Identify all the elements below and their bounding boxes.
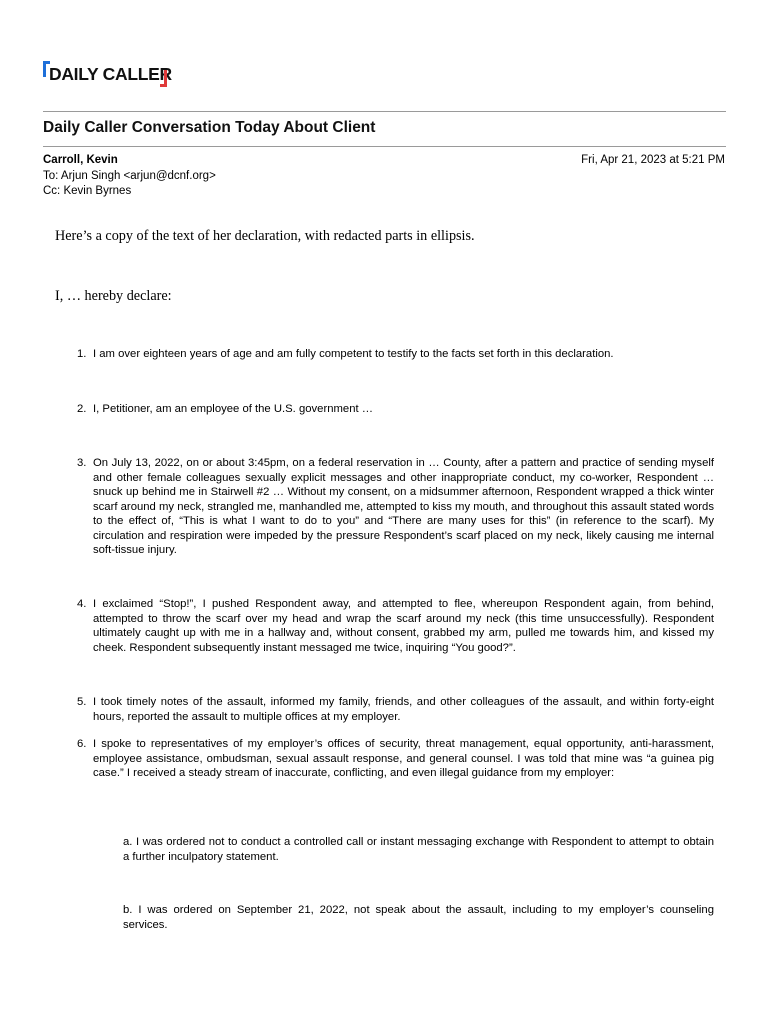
subject-divider bbox=[43, 146, 726, 147]
email-recipient: To: Arjun Singh <arjun@dcnf.org> bbox=[43, 170, 216, 182]
item-number: 4. bbox=[77, 598, 87, 610]
item-text: I, Petitioner, am an employee of the U.S. government … bbox=[93, 403, 374, 415]
email-sender: Carroll, Kevin bbox=[43, 154, 118, 166]
item-number: 2. bbox=[77, 403, 87, 415]
header-divider bbox=[43, 111, 726, 112]
item-number: 6. bbox=[77, 738, 87, 750]
declaration-subitem: b. I was ordered on September 21, 2022, not speak about the assault, including to my employer’s counseling services. bbox=[123, 904, 714, 931]
declaration-subitem: a. I was ordered not to conduct a controlled call or instant messaging exchange with Respondent to attempt to obtain a further inculpatory statement. bbox=[123, 836, 714, 863]
declaration-item bbox=[77, 597, 714, 655]
daily-caller-logo bbox=[43, 60, 172, 90]
item-text: I exclaimed “Stop!”, I pushed Respondent away, and attempted to flee, whereupon Respondent again, from behind, attempted to throw the scarf over my head and wrap the scarf around my neck (this time unsuccessfully). Respondent ultimately caught up with me in a hallway and, without consent, grabbed my arm, pulled me towards him, and kissed my cheek. Respondent subsequently instant messaged me twice, inquiring “You good?”. bbox=[93, 598, 714, 654]
item-number: 3. bbox=[77, 457, 87, 469]
item-number: 1. bbox=[77, 348, 87, 360]
declaration-item bbox=[77, 402, 714, 417]
item-number: 5. bbox=[77, 696, 87, 708]
item-text: I am over eighteen years of age and am fully competent to testify to the facts set forth in this declaration. bbox=[93, 348, 614, 360]
email-cc: Cc: Kevin Byrnes bbox=[43, 185, 132, 197]
item-text: I spoke to representatives of my employer’s offices of security, threat management, equal opportunity, anti-harassment, employee assistance, ombudsman, sexual assault response, and general counsel. I was told that mine was “a guinea pig case.” I received a steady stream of inaccurate, conflicting, and even illegal guidance from my employer: bbox=[93, 738, 714, 779]
logo-wordmark: DAILY CALLER bbox=[49, 64, 172, 84]
declaration-item bbox=[77, 695, 714, 724]
intro-text: Here’s a copy of the text of her declaration, with redacted parts in ellipsis. bbox=[55, 228, 475, 244]
item-text: On July 13, 2022, on or about 3:45pm, on a federal reservation in … County, after a pattern and practice of sending myself and other female colleagues sexually explicit messages and other inappropriate conduct, my co-worker, Respondent … snuck up behind me in Stairwell #2 … Without my consent, on a midsummer afternoon, Respondent wrapped a thick winter scarf around my neck, strangled me, manhandled me, attempted to kiss my mouth, and throughout this assault stated words to the effect of, “This is what I want to do to you” and “There are many uses for this” (in reference to the scarf). My circulation and respiration were impeded by the pressure Respondent’s scarf placed on my neck, likely causing me internal soft-tissue injury. bbox=[93, 457, 714, 556]
declaration-item bbox=[77, 737, 714, 781]
item-text: I took timely notes of the assault, informed my family, friends, and other colleagues of the assault, and within forty-eight hours, reported the assault to multiple offices at my employer. bbox=[93, 696, 714, 723]
logo-bracket-right-icon bbox=[160, 70, 167, 87]
declaration-item bbox=[77, 456, 714, 558]
declaration-opening: I, … hereby declare: bbox=[55, 288, 172, 304]
declaration-item bbox=[77, 347, 714, 362]
email-date: Fri, Apr 21, 2023 at 5:21 PM bbox=[581, 154, 725, 166]
email-subject: Daily Caller Conversation Today About Client bbox=[43, 119, 376, 136]
